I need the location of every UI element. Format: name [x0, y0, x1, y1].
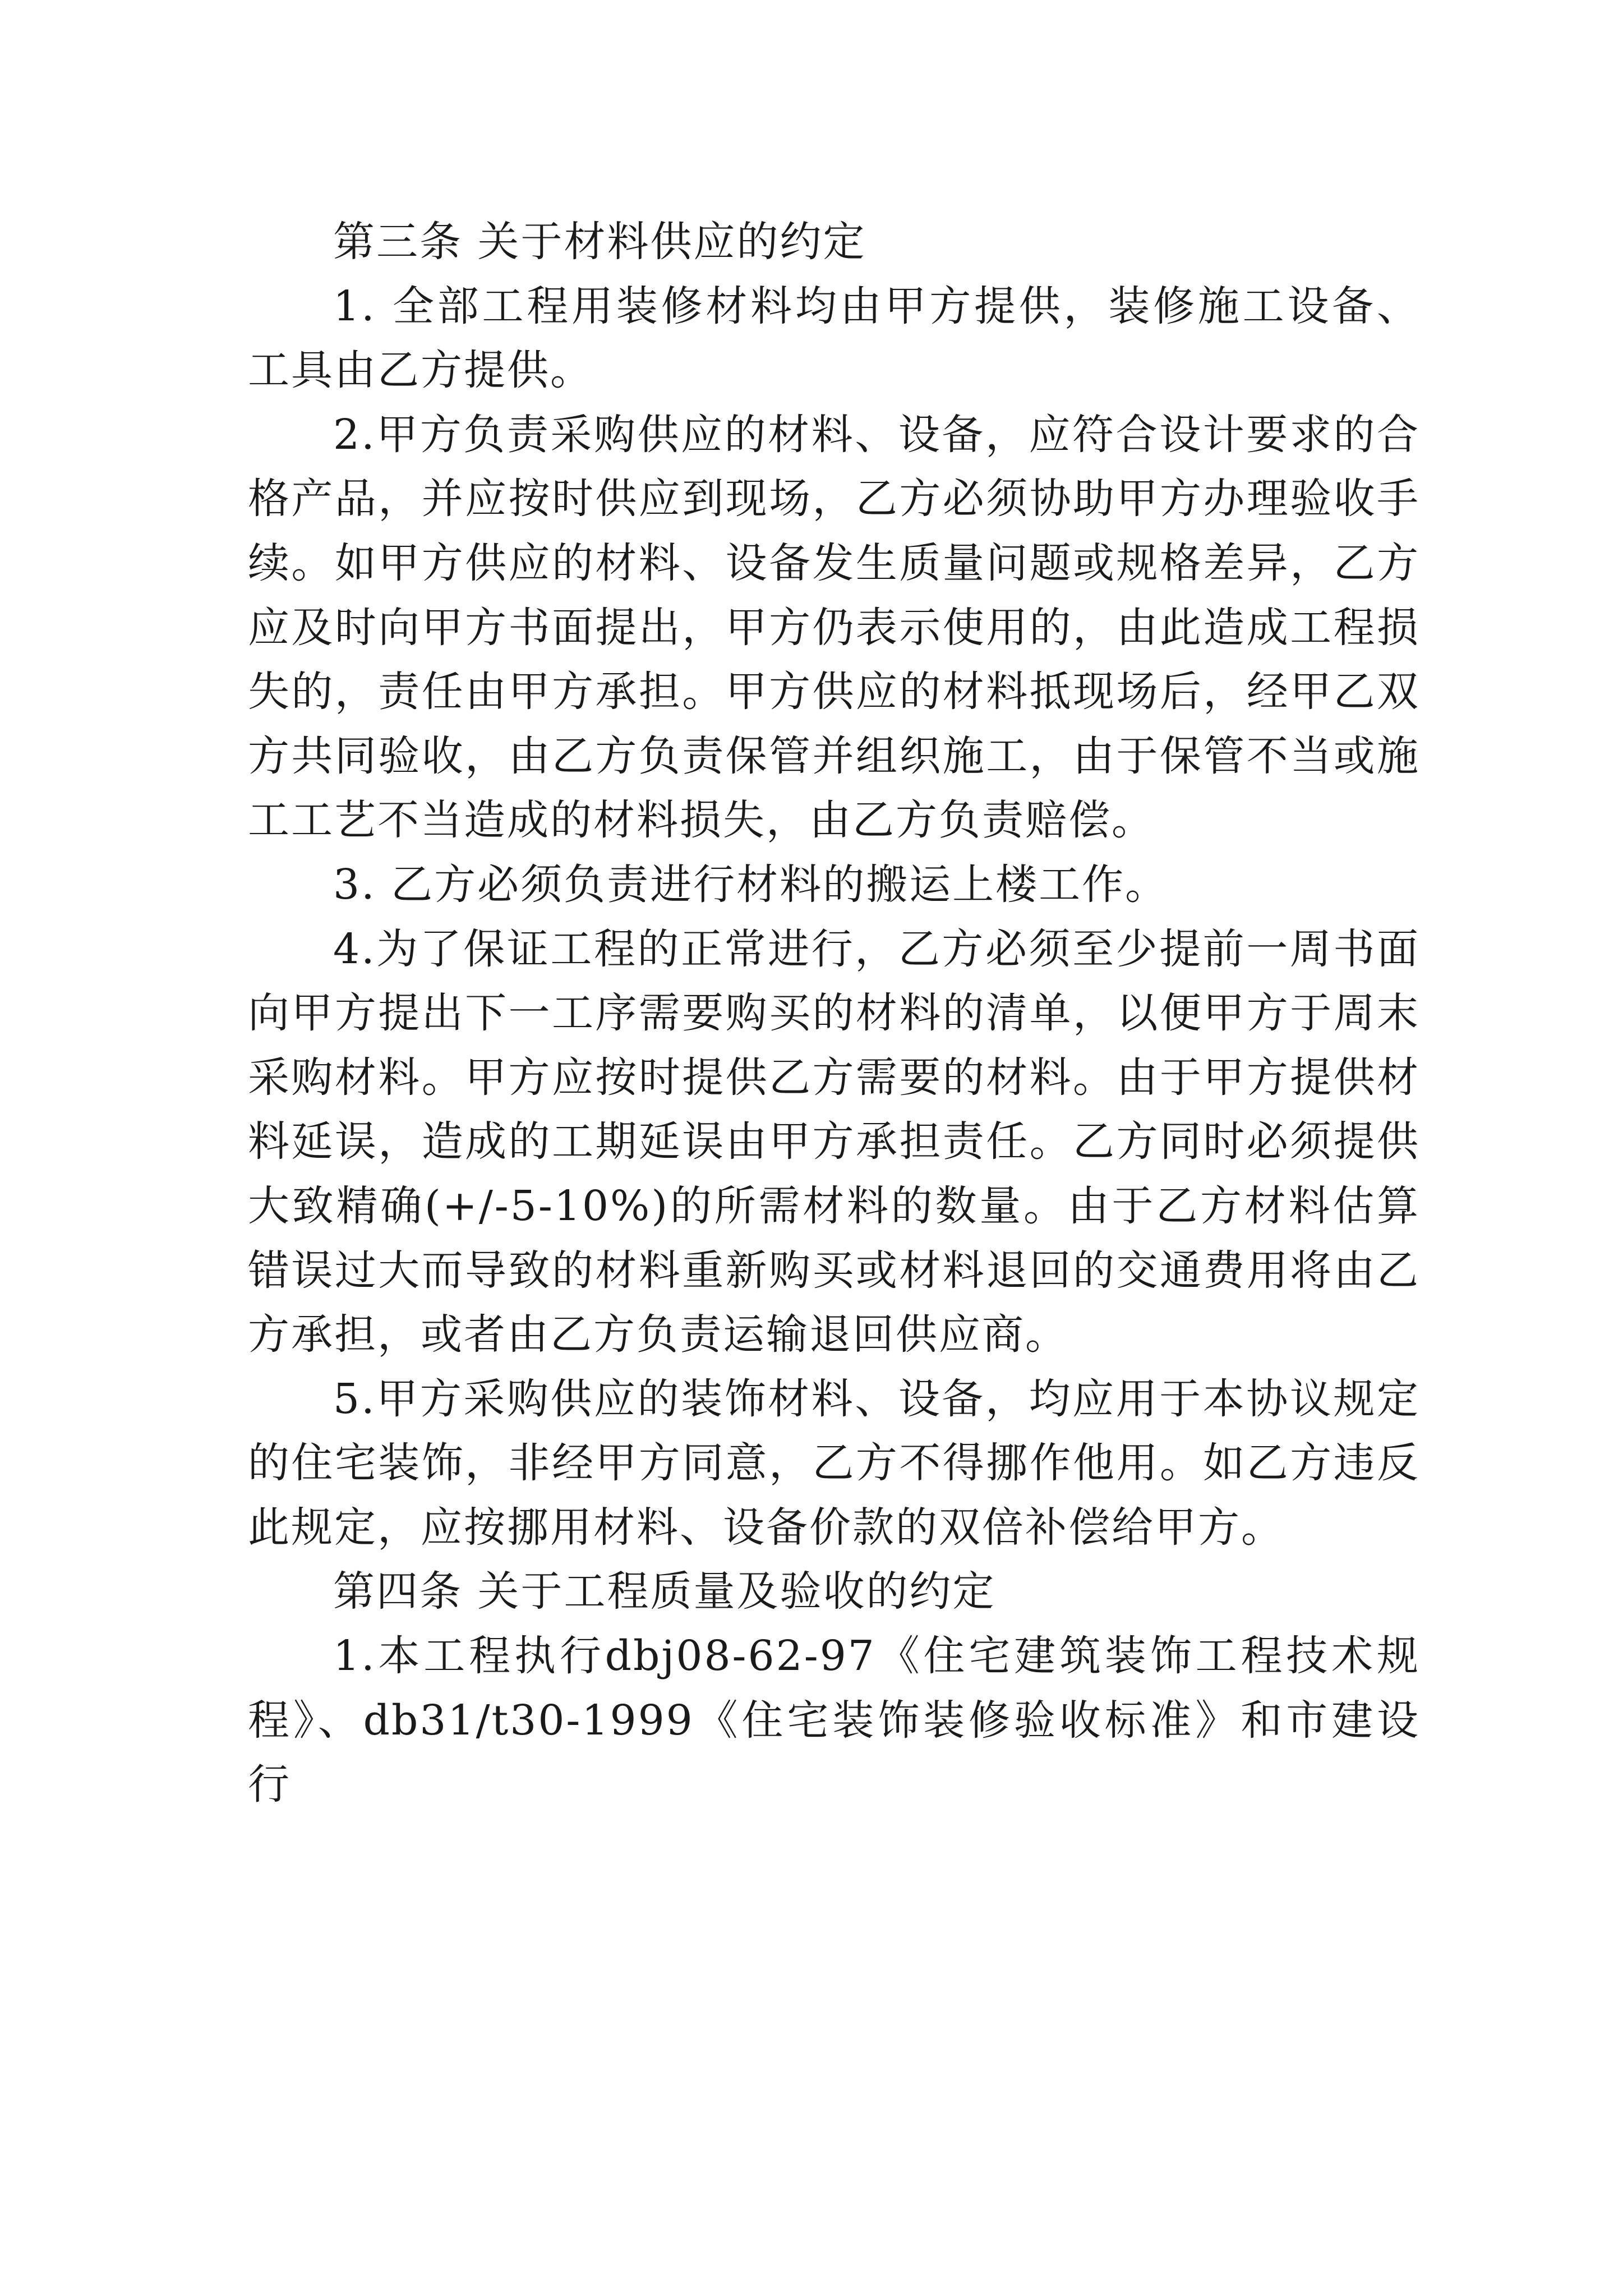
paragraph-3-4: 4.为了保证工程的正常进行，乙方必须至少提前一周书面向甲方提出下一工序需要购买的材料的清单，以便甲方于周末采购材料。甲方应按时提供乙方需要的材料。由于甲方提供材料延误，造成的工期延误由甲方承担责任。乙方同时必须提供大致精确(+/-5-10%)的所需材料的数量。由于乙方材料估算错误过大而导致的材料重新购买或材料退回的交通费用将由乙方承担，或者由乙方负责运输退回供应商。 — [248, 924, 1420, 1359]
section-heading-article-4: 第四条 关于工程质量及验收的约定 — [333, 1567, 996, 1616]
paragraph-4-1: 1.本工程执行dbj08-62-97《住宅建筑装饰工程技术规程》、db31/t30-1999《住宅装饰装修验收标准》和市建设行 — [248, 1632, 1420, 1809]
paragraph-3-5: 5.甲方采购供应的装饰材料、设备，均应用于本协议规定的住宅装饰，非经甲方同意，乙方不得挪作他用。如乙方违反此规定，应按挪用材料、设备价款的双倍补偿给甲方。 — [248, 1374, 1420, 1552]
paragraph-3-2: 2.甲方负责采购供应的材料、设备，应符合设计要求的合格产品，并应按时供应到现场，乙方必须协助甲方办理验收手续。如甲方供应的材料、设备发生质量问题或规格差异，乙方应及时向甲方书面提出，甲方仍表示使用的，由此造成工程损失的，责任由甲方承担。甲方供应的材料抵现场后，经甲乙双方共同验收，由乙方负责保管并组织施工，由于保管不当或施工工艺不当造成的材料损失，由乙方负责赔偿。 — [248, 410, 1420, 845]
paragraph-3-1: 1. 全部工程用装修材料均由甲方提供，装修施工设备、工具由乙方提供。 — [248, 282, 1420, 395]
section-heading-article-3: 第三条 关于材料供应的约定 — [333, 218, 866, 266]
document-body — [248, 210, 1420, 1817]
paragraph-3-3: 3. 乙方必须负责进行材料的搬运上楼工作。 — [333, 860, 1169, 909]
